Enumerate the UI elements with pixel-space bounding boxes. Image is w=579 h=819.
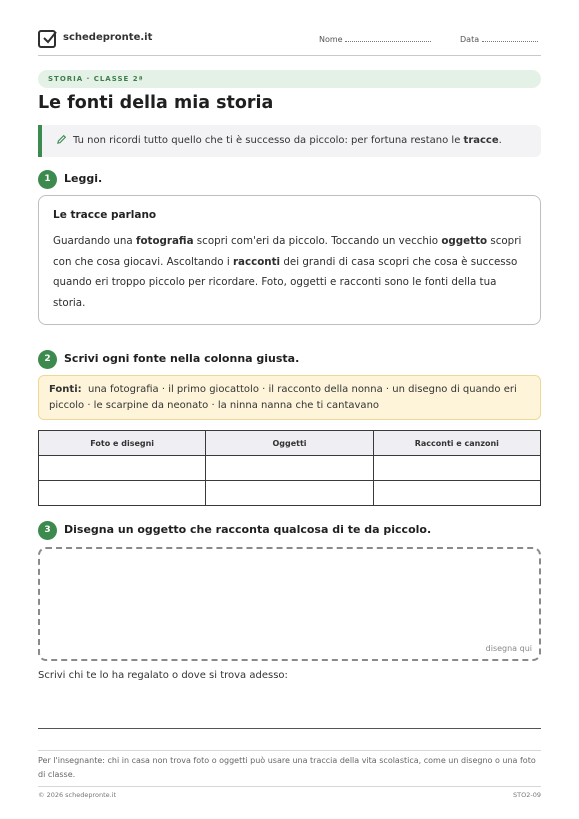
pencil-icon	[56, 134, 67, 148]
page-header	[38, 30, 541, 56]
copyright-text: © 2026 schedepronte.it	[38, 791, 117, 799]
column-header-oggetti: Oggetti	[206, 431, 373, 456]
date-field[interactable]	[460, 34, 538, 44]
name-label: Nome	[319, 35, 343, 44]
table-cell[interactable]	[373, 481, 540, 506]
site-name: schedepronte.it	[63, 32, 153, 43]
step-3-label: Disegna un oggetto che racconta qualcosa di te da piccolo.	[64, 523, 432, 536]
drawing-area[interactable]	[38, 547, 541, 661]
table-cell[interactable]	[206, 481, 373, 506]
table-cell[interactable]	[39, 481, 206, 506]
date-line	[482, 34, 538, 42]
sources-box	[38, 375, 541, 420]
sheet-code: STO2-09	[513, 791, 541, 799]
teacher-note: Per l'insegnante: chi in casa non trova foto o oggetti può usare una traccia della vita scolastica, come un disegno o una foto di classe.	[38, 750, 541, 782]
reading-text: Guardando una fotografia scopri com'eri da piccolo. Toccando un vecchio oggetto scopri con che cosa giocavi. Ascoltando i racconti dei grandi di casa scopri che cosa è successo quando eri troppo piccolo per ricordare. Foto, oggetti e racconti sono le fonti della tua storia.	[53, 235, 522, 309]
writing-line[interactable]	[38, 728, 541, 729]
sources-list: una fotografia · il primo giocattolo · il racconto della nonna · un disegno di quando eri piccolo · le scarpine da neonato · la ninna nanna che ti cantavano	[49, 384, 517, 411]
intro-callout	[38, 125, 541, 157]
table-cell[interactable]	[373, 456, 540, 481]
table-header-row	[39, 431, 541, 456]
checkbox-logo-icon	[38, 30, 56, 48]
reading-title: Le tracce parlano	[53, 209, 157, 221]
name-field[interactable]	[319, 34, 431, 44]
table-cell[interactable]	[39, 456, 206, 481]
table-row	[39, 481, 541, 506]
page-title: Le fonti della mia storia	[38, 93, 274, 113]
drawing-hint: disegna qui	[485, 644, 532, 653]
column-header-racconti: Racconti e canzoni	[373, 431, 540, 456]
sources-label: Fonti:	[49, 384, 82, 395]
table-row	[39, 456, 541, 481]
step-2-number: 2	[38, 350, 57, 369]
name-line	[345, 34, 431, 42]
reading-box	[38, 195, 541, 325]
step-3-number: 3	[38, 521, 57, 540]
page-footer	[38, 786, 541, 799]
table-cell[interactable]	[206, 456, 373, 481]
sorting-table	[38, 430, 541, 506]
writing-prompt: Scrivi chi te lo ha regalato o dove si trova adesso:	[38, 670, 288, 681]
intro-end: .	[498, 135, 502, 146]
step-1-number: 1	[38, 170, 57, 189]
step-2-label: Scrivi ogni fonte nella colonna giusta.	[64, 352, 300, 365]
intro-bold: tracce	[463, 135, 499, 146]
step-1-label: Leggi.	[64, 172, 103, 185]
intro-text: Tu non ricordi tutto quello che ti è successo da piccolo: per fortuna restano le	[73, 135, 464, 146]
subject-badge: STORIA · CLASSE 2ª	[38, 70, 541, 88]
date-label: Data	[460, 35, 480, 44]
column-header-foto: Foto e disegni	[39, 431, 206, 456]
